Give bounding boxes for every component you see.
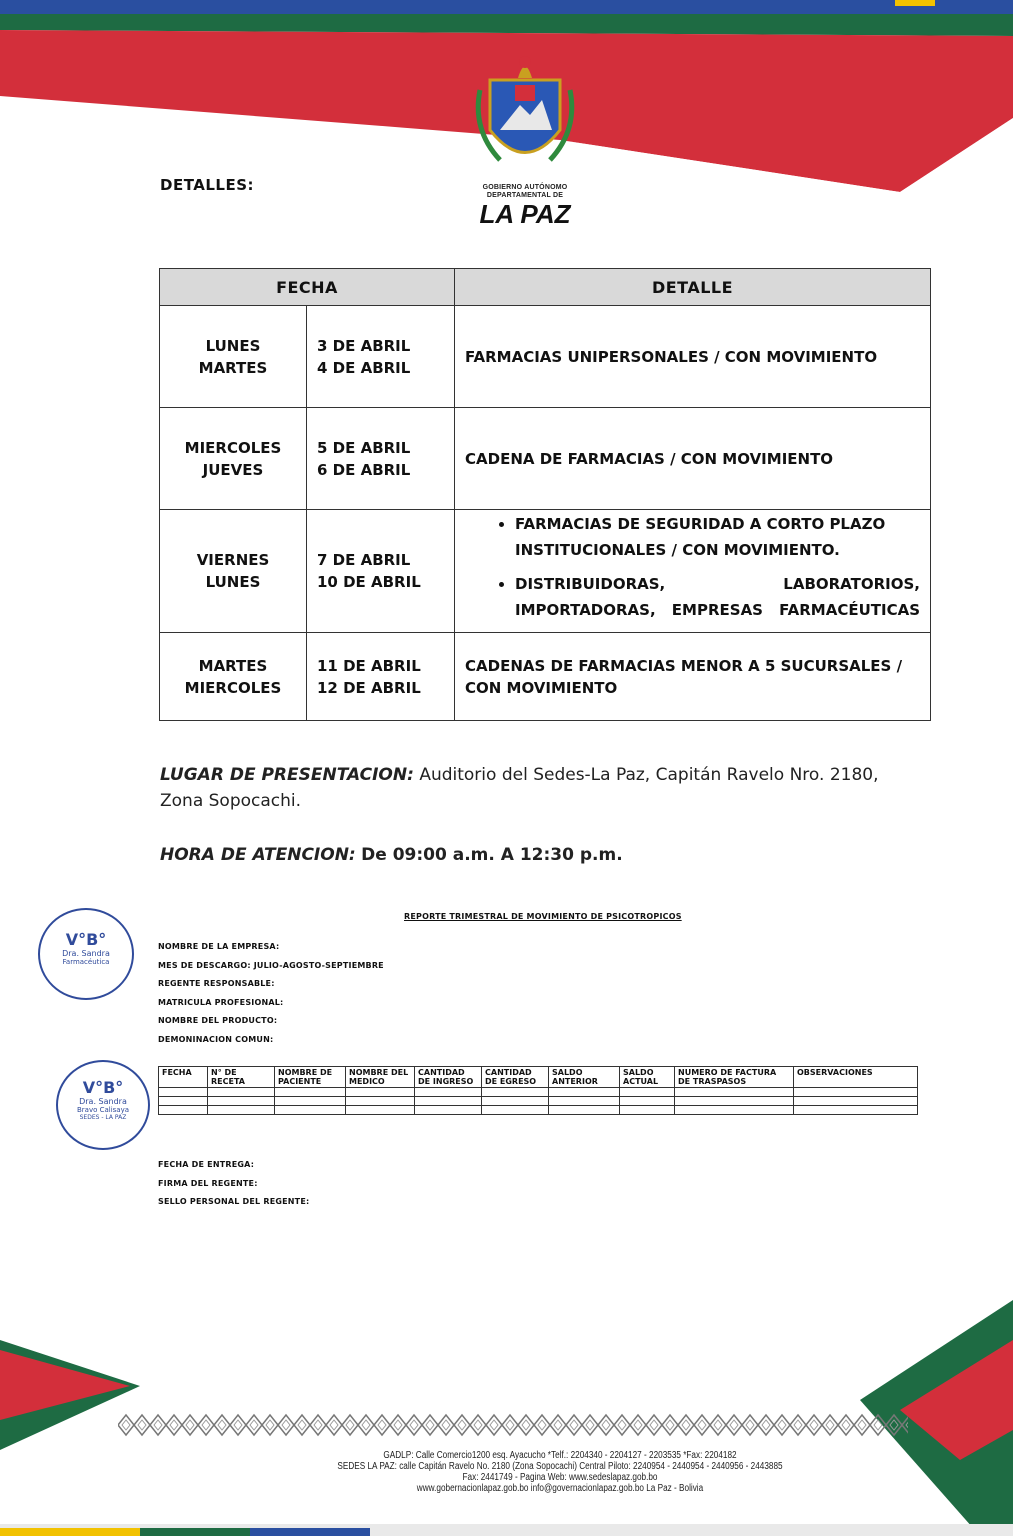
col-cant-egreso: CANTIDAD DE EGRESO: [482, 1067, 549, 1088]
table-row: [160, 510, 931, 633]
col-saldo-actual: SALDO ACTUAL: [620, 1067, 675, 1088]
field-denominacion: DEMONINACION COMUN:: [158, 1034, 274, 1044]
table-row: [159, 1106, 918, 1115]
col-cant-ingreso: CANTIDAD DE INGRESO: [415, 1067, 482, 1088]
table-row: [159, 1088, 918, 1097]
report-header-row: [159, 1067, 918, 1088]
header-fecha: FECHA: [160, 269, 455, 306]
detail-cell: CADENAS DE FARMACIAS MENOR A 5 SUCURSALES / CON MOVIMIENTO: [455, 633, 931, 721]
col-receta: N° DE RECETA: [208, 1067, 275, 1088]
days-cell: VIERNES LUNES: [160, 510, 307, 633]
section-title: DETALLES:: [160, 176, 255, 194]
footer-line1: GADLP: Calle Comercio1200 esq. Ayacucho *Telf.: 2204340 - 2204127 - 2203535 *Fax: 2204182: [383, 1450, 737, 1461]
dates-cell: 7 DE ABRIL 10 DE ABRIL: [307, 510, 455, 633]
approval-stamp: V°B° Dra. Sandra Bravo Calisaya SEDES - LA PAZ: [56, 1060, 150, 1150]
col-fecha: FECHA: [159, 1067, 208, 1088]
col-paciente: NOMBRE DE PACIENTE: [275, 1067, 346, 1088]
table-row: [159, 1097, 918, 1106]
bullet-item: • FARMACIAS DE SEGURIDAD A CORTO PLAZO INSTITUCIONALES / CON MOVIMIENTO.: [515, 511, 920, 563]
hora-atencion: [160, 842, 623, 868]
report-title: REPORTE TRIMESTRAL DE MOVIMIENTO DE PSICOTROPICOS: [404, 912, 682, 921]
footer-line3: Fax: 2441749 - Pagina Web: www.sedeslapaz.gob.bo: [462, 1472, 658, 1483]
field-regente: REGENTE RESPONSABLE:: [158, 979, 275, 988]
table-row: [160, 633, 931, 721]
bullet-item: • DISTRIBUIDORAS, LABORATORIOS, IMPORTADORAS, EMPRESAS FARMACÉUTICAS: [515, 571, 920, 623]
table-header-row: [160, 269, 931, 306]
days-cell: MIERCOLES JUEVES: [160, 408, 307, 510]
col-medico: NOMBRE DEL MEDICO: [346, 1067, 415, 1088]
field-sello-regente: SELLO PERSONAL DEL REGENTE:: [158, 1197, 310, 1206]
detail-bullets: [465, 511, 920, 623]
detail-cell: FARMACIAS UNIPERSONALES / CON MOVIMIENTO: [455, 306, 931, 408]
lugar-value: Auditorio del Sedes-La Paz, Capitán Ravelo Nro. 2180, Zona Sopocachi.: [160, 765, 879, 811]
government-logo: [470, 50, 580, 240]
logo-line1: GOBIERNO AUTÓNOMO: [482, 184, 568, 191]
col-factura: NUMERO DE FACTURA DE TRASPASOS: [675, 1067, 794, 1088]
table-row: [160, 408, 931, 510]
field-firma-regente: FIRMA DEL REGENTE:: [158, 1178, 258, 1188]
footer-line2: SEDES LA PAZ: calle Capitán Ravelo No. 2180 (Zona Sopocachi) Central Piloto: 2240954 - 2440954 - 2440956 - 2443885: [337, 1461, 783, 1472]
decorative-pattern-band: [118, 1412, 908, 1438]
logo-line2: DEPARTAMENTAL DE: [486, 192, 564, 199]
dates-cell: 11 DE ABRIL 12 DE ABRIL: [307, 633, 455, 721]
col-saldo-anterior: SALDO ANTERIOR: [549, 1067, 620, 1088]
hora-label: HORA DE ATENCION:: [160, 845, 356, 865]
field-empresa: NOMBRE DE LA EMPRESA:: [158, 942, 280, 951]
field-producto: NOMBRE DEL PRODUCTO:: [158, 1016, 278, 1025]
field-matricula: MATRICULA PROFESIONAL:: [158, 997, 284, 1007]
coat-of-arms-icon: [470, 50, 580, 180]
dates-cell: 3 DE ABRIL 4 DE ABRIL: [307, 306, 455, 408]
hora-value: De 09:00 a.m. A 12:30 p.m.: [361, 845, 623, 865]
lugar-label: LUGAR DE PRESENTACION:: [160, 765, 414, 785]
field-fecha-entrega: FECHA DE ENTREGA:: [158, 1160, 255, 1169]
header-detalle: DETALLE: [455, 269, 931, 306]
table-row: [160, 306, 931, 408]
days-cell: LUNES MARTES: [160, 306, 307, 408]
days-cell: MARTES MIERCOLES: [160, 633, 307, 721]
approval-stamp: V°B° Dra. Sandra Farmacéutica: [38, 908, 134, 1000]
field-mes-descargo: MES DE DESCARGO: JULIO-AGOSTO-SEPTIEMBRE: [158, 960, 384, 970]
lugar-presentacion: [160, 762, 920, 814]
col-observaciones: OBSERVACIONES: [794, 1067, 918, 1088]
footer-contact: [314, 1450, 806, 1494]
logo-main-text: LA PAZ: [479, 199, 571, 229]
report-table: [158, 1066, 918, 1115]
detail-cell: [455, 510, 931, 633]
dates-cell: 5 DE ABRIL 6 DE ABRIL: [307, 408, 455, 510]
footer-line4: www.gobernacionlapaz.gob.bo info@governacionlapaz.gob.bo La Paz - Bolivia: [416, 1483, 704, 1494]
detail-cell: CADENA DE FARMACIAS / CON MOVIMIENTO: [455, 408, 931, 510]
schedule-table: [159, 268, 931, 721]
report-footer-fields: [158, 1156, 309, 1212]
report-fields: [158, 938, 384, 1049]
